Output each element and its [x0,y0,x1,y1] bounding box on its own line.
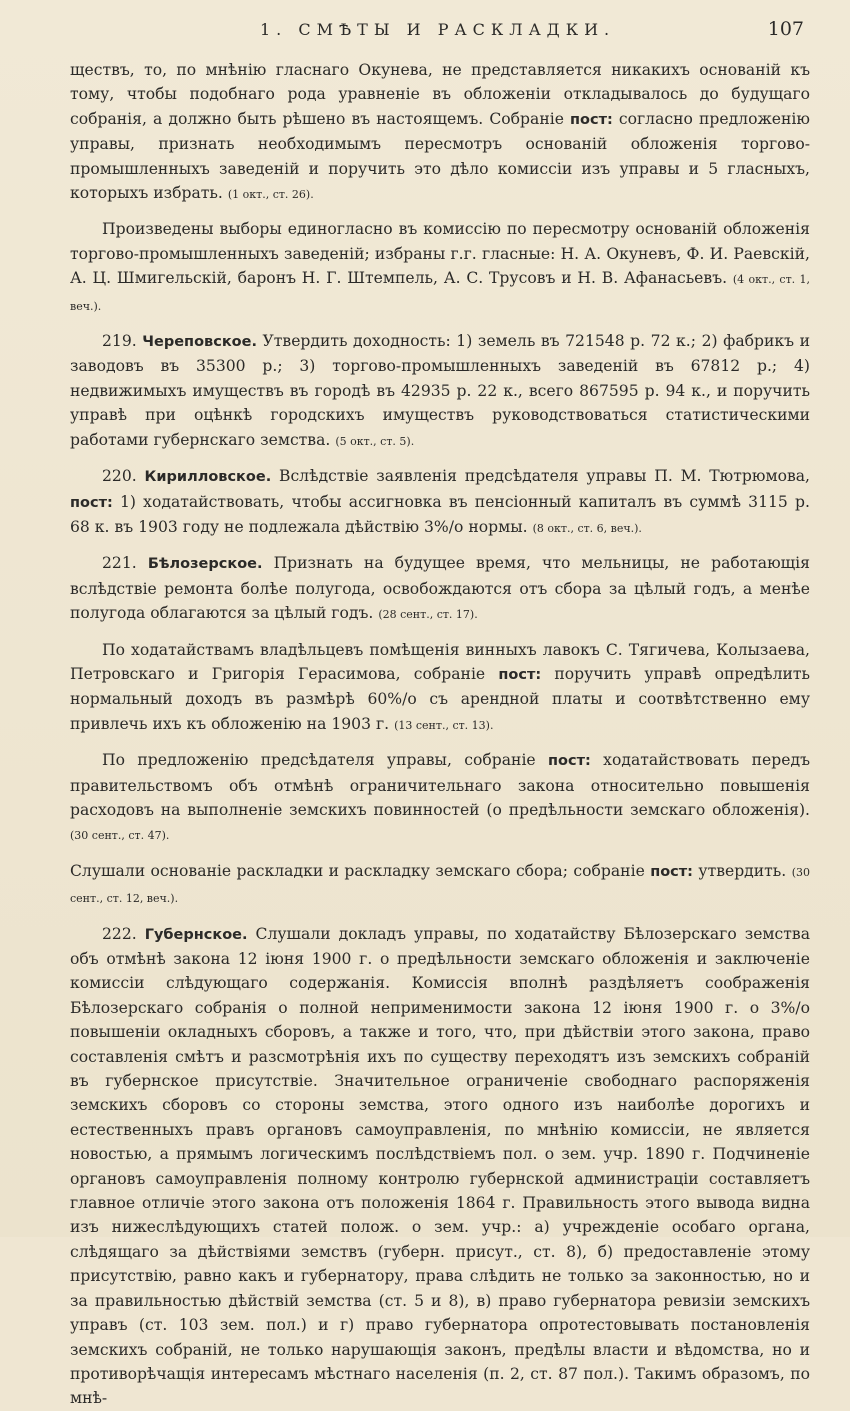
text: Слушали основаніе раскладки и раскладку земскаго сбора; собраніе [70,861,651,880]
resolution-label: пост: [650,863,693,880]
paragraph-7 [70,748,810,849]
resolution-label: пост: [570,111,613,128]
reference: (30 сент., ст. 47). [70,829,170,843]
reference: (5 окт., ст. 5). [335,434,415,448]
text: По предложенію предсѣдателя управы, собраніе [102,751,549,770]
item-number: 221. [102,554,137,573]
reference: (8 окт., ст. 6, веч.). [532,521,642,535]
district-name: Кирилловское. [144,469,272,486]
item-number: 220. [102,467,137,486]
item-number: 219. [102,332,137,351]
item-220 [70,464,810,541]
item-222 [70,922,810,1411]
text: 1) ходатайствовать, чтобы ассигновка въ пенсіонный капиталъ въ суммѣ 3115 р. 68 к. въ 1903 году не подлежала дѣйствію 3%/о нормы. [70,492,810,536]
text: согласно предложенію управы, признать необходимымъ пересмотръ основаній обложенія торгово-промышленныхъ заведеній и поручить это дѣло комиссіи изъ управы и 5 гласныхъ, которыхъ избрать. [70,109,810,203]
paragraph-8 [70,859,810,912]
paragraph-6 [70,638,810,739]
item-number: 222. [102,924,137,943]
paragraph-2 [70,217,810,319]
district-name: Бѣлозерское. [147,556,263,573]
text: ществъ, то, по мнѣнію гласнаго Окунева, не представляется никакихъ основаній къ тому, чтобы подобнаго рода уравненіе въ обложеніи откладывалось до будущаго собранія, а должно быть рѣшено въ настоящемъ. Собраніе [70,61,810,128]
reference: (4 окт., ст. 1, веч.). [70,273,810,313]
district-name: Губернское. [144,926,248,943]
resolution-label: пост: [498,666,542,683]
reference: (28 сент., ст. 17). [378,608,478,622]
text: утвердить. [692,861,787,880]
text: Вслѣдствіе заявленія предсѣдателя управы П. М. Тютрюмова, [271,467,810,486]
running-title: 1. СМѢТЫ И РАСКЛАДКИ. [260,20,616,39]
text: Слушали докладъ управы, по ходатайству Бѣлозерскаго земства объ отмѣнѣ закона 12 іюня 1900 г. о предѣльности земскаго обложенія и заключеніе комиссіи слѣдующаго содержанія. Комиссія вполнѣ раздѣляетъ соображенія Бѣлозерскаго собранія о полной неприменимости закона 12 іюня 1900 г. о 3%/о повышеніи окладныхъ сборовъ, а также и того, что, при дѣйствіи этого закона, право составленія смѣтъ и разсмотрѣнія ихъ по существу переходятъ изъ земскихъ собраній въ губернское присутствіе. Значительное ограниченіе свободнаго распоряженія земскихъ сборовъ со стороны земства, этого одного изъ наиболѣе дорогихъ и естественныхъ правъ органовъ самоуправленія, по мнѣнію комиссіи, не является новостью, а прямымъ логическимъ послѣдствіемъ пол. о зем. учр. 1890 г. Подчиненіе органовъ самоуправленія полному контролю губернской администраціи составляетъ главное отличіе этого закона отъ положенія 1864 г. Правильность этого вывода видна изъ нижеслѣдующихъ статей полож. о зем. учр.: а) учрежденіе особаго органа, слѣдящаго за дѣйствіями земствъ (губерн. присут., ст. 8), б) предоставленіе этому присутствію, равно какъ и губернатору, права слѣдить не только за законностью, но и за правильностью дѣйствій земства (ст. 5 и 8), в) право губернатора ревизіи земскихъ управъ (ст. 103 зем. пол.) и г) право губернатора опротестовывать постановленія земскихъ собраній, не только нарушающія законъ, предѣлы власти и вѣдомства, но и противорѣчащія интересамъ мѣстнаго населенія (п. 2, ст. 87 пол.). Такимъ образомъ, по мнѣ- [70,924,810,1408]
text: ходатайствовать передъ правительствомъ объ отмѣнѣ ограничительнаго закона относительно повышенія расходовъ на выполненіе земскихъ повинностей (о предѣльности земскаго обложенія). [70,751,810,819]
text: Произведены выборы единогласно въ комиссію по пересмотру основаній обложенія торгово-промышленныхъ заведеній; избраны г.г. гласные: Н. А. Окуневъ, Ф. И. Раевскій, А. Ц. Шмигельскій, баронъ Н. Г. Штемпель, А. С. Трусовъ и Н. В. Афанасьевъ. [70,220,810,288]
reference: (30 сент., ст. 12, веч.). [70,865,810,906]
resolution-label: пост: [548,753,591,770]
reference: (13 сент., ст. 13). [394,718,494,732]
running-header [70,18,810,44]
text: Признать на будущее время, что мельницы, не работающія вслѣдствіе ремонта болѣе полугода, освобождаются отъ сбора за цѣлый годъ, а менѣе полугода облагаются за цѣлый годъ. [70,554,810,623]
reference: (1 окт., ст. 26). [227,188,314,202]
text: Утвердить доходность: 1) земель въ 721548 р. 72 к.; 2) фабрикъ и заводовъ въ 35300 р.; 3) торгово-промышленныхъ заведеній въ 67812 р.; 4) недвижимыхъ имуществъ въ городѣ въ 42935 р. 22 к., всего 867595 р. 94 к., и поручить управѣ при оцѣнкѣ городскихъ имуществъ руководствоваться статистическими работами губернскаго земства. [70,332,810,449]
text: По ходатайствамъ владѣльцевъ помѣщенія винныхъ лавокъ С. Тягичева, Колызаева, Петровскаго и Григорія Герасимова, собраніе [70,640,810,683]
item-219 [70,329,810,454]
district-name: Череповское. [142,334,257,351]
item-221 [70,551,810,627]
resolution-label: пост: [70,494,113,511]
paragraph-1 [70,58,810,207]
page-number: 107 [767,18,804,40]
text: поручить управѣ опредѣлить нормальный доходъ въ размѣрѣ 60%/о съ арендной платы и соотвѣтственно ему привлечь ихъ къ обложенію на 1903 г. [70,664,810,733]
